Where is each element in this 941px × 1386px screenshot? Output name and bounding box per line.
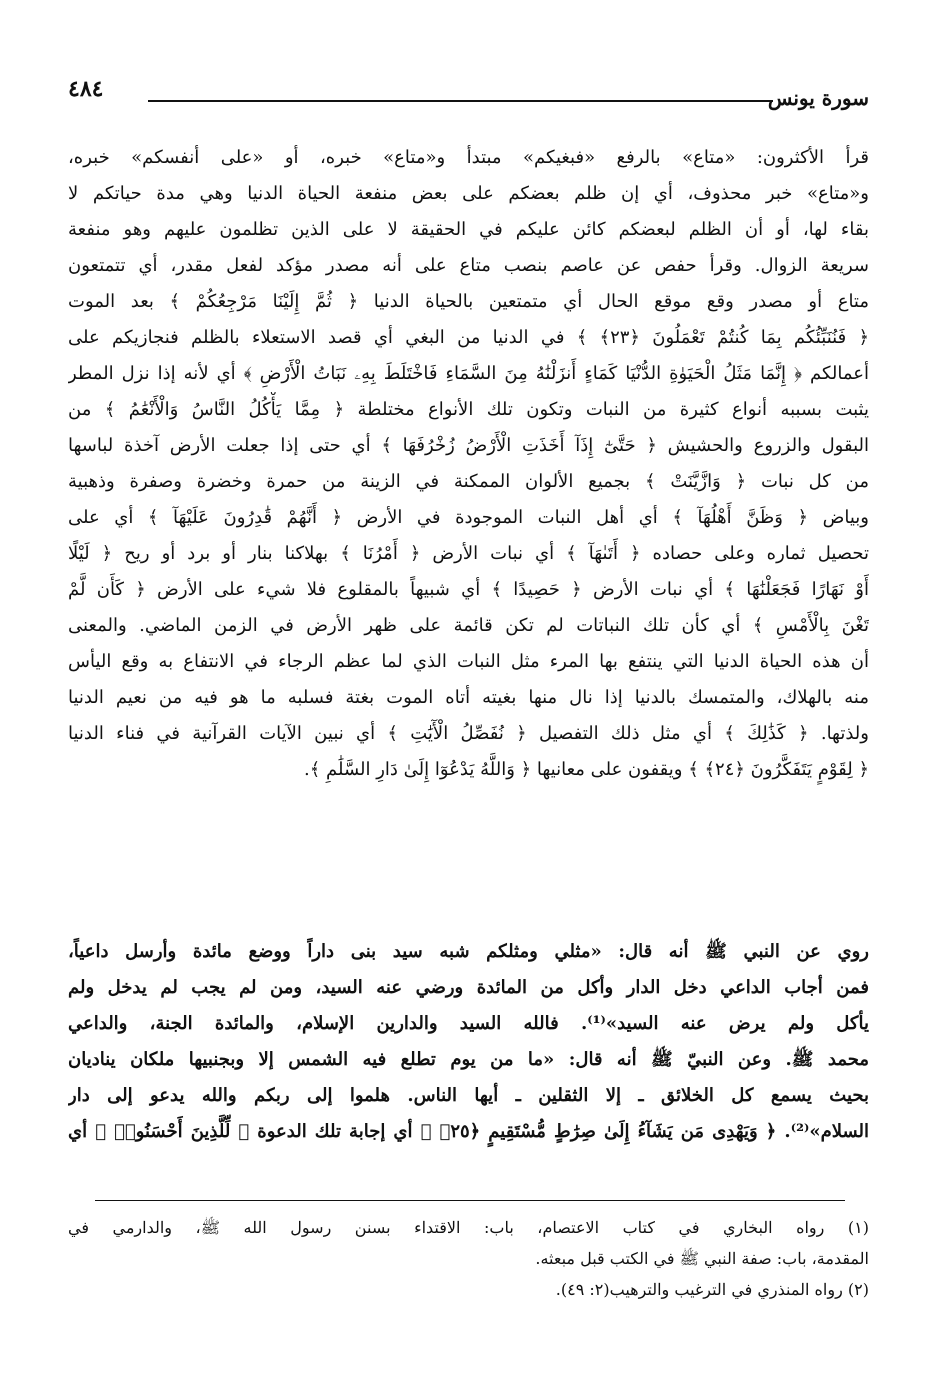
hadith-line: بحيث يسمع كل الخلائق ـ إلا الثقلين ـ أيها الناس. هلموا إلى ربكم والله يدعو إلى دار: [68, 1085, 869, 1106]
page-header: [68, 68, 869, 112]
hadith-section: [68, 934, 869, 1150]
commentary-line: بقاء لها، أو أن الظلم لبعضكم كائن عليكم في الحقيقة لا على الذين تظلمون عليهم وهو منفعة: [68, 219, 869, 240]
commentary-line: أعمالكم ﴿ إِنَّمَا مَثَلُ الْحَيَوٰةِ الدُّنْيَا كَمَاءٍ أَنزَلْنَٰهُ مِنَ السَّمَاءِ فَاخْتَلَطَ بِهِۦ نَبَاتُ الْأَرْضِ ﴾ أي لأنه إذا نزل المطر: [68, 363, 869, 384]
commentary-line: و«متاع» خبر محذوف، أي إن ظلم بعضكم على بعض منفعة الحياة الدنيا وهي مدة حياتكم لا: [68, 183, 869, 204]
hadith-line: يأكل ولم يرض عنه السيد»⁽¹⁾. فالله السيد والدارين الإسلام، والمائدة الجنة، والداعي: [68, 1013, 869, 1034]
footnote-line: (١) رواه البخاري في كتاب الاعتصام، باب: الاقتداء بسنن رسول الله ﷺ، والدارمي في: [68, 1218, 869, 1237]
commentary-line: ولذتها. ﴿ كَذَٰلِكَ ﴾ أي مثل ذلك التفصيل ﴿ نُفَصِّلُ الْأٓيَٰتِ ﴾ أي نبين الآيات القرآنية في فناء الدنيا: [68, 723, 869, 744]
commentary-line: سريعة الزوال. وقرأ حفص عن عاصم بنصب متاع على أنه مصدر مؤكد لفعل مقدر، أي تتمتعون: [68, 255, 869, 276]
commentary-line: ﴿ لِقَوْمٍ يَتَفَكَّرُونَ ﴿٢٤﴾ ﴾ ويقفون على معانيها ﴿ وَاللَّهُ يَدْعُوٓا إِلَىٰ دَارِ السَّلَٰمِ ﴾.: [304, 759, 869, 780]
footnote-line: المقدمة، باب: صفة النبي ﷺ في الكتب قبل مبعثه.: [535, 1249, 869, 1268]
commentary-line: البقول والزروع والحشيش ﴿ حَتَّىٰٓ إِذَآ أَخَذَتِ الْأَرْضُ زُخْرُفَهَا ﴾ أي حتى إذا جعلت الأرض آخذة لباسها: [68, 435, 869, 456]
commentary-line: متاع أو مصدر وقع موقع الحال أي متمتعين بالحياة الدنيا ﴿ ثُمَّ إِلَيْنَا مَرْجِعُكُمْ ﴾ بعد الموت: [68, 291, 869, 312]
commentary-line: منه بالهلاك، والمتمسك بالدنيا إذا نال منها بغيته أتاه الموت بغتة فسلبه ما هو فيه من نعيم الدنيا: [68, 687, 869, 708]
commentary-line: أَوْ نَهَارًا فَجَعَلْنَٰهَا ﴾ أي نبات الأرض ﴿ حَصِيدًا ﴾ أي شبيهاً بالمقلوع فلا شيء على الأرض ﴿ كَأَن لَّمْ: [68, 579, 869, 600]
commentary-line: أن هذه الحياة الدنيا التي ينتفع بها المرء مثل النبات الذي لما عظم الرجاء في الانتفاع به وقع اليأس: [68, 651, 869, 672]
hadith-line: روي عن النبي ﷺ أنه قال: «مثلي ومثلكم شبه سيد بنى داراً ووضع مائدة وأرسل داعياً،: [68, 941, 869, 962]
footnote-line: (٢) رواه المنذري في الترغيب والترهيب(٢: ٤٩).: [555, 1280, 869, 1299]
commentary-line: يثبت بسببه أنواع كثيرة من النبات وتكون تلك الأنواع مختلطة ﴿ مِمَّا يَأْكُلُ النَّاسُ وَالْأَنْعَٰمُ ﴾ من: [68, 399, 869, 420]
hadith-line: محمد ﷺ. وعن النبيّ ﷺ أنه قال: «ما من يوم تطلع فيه الشمس إلا وبجنبيها ملكان يناديان: [68, 1049, 869, 1070]
hadith-line: فمن أجاب الداعي دخل الدار وأكل من المائدة ورضي عنه السيد، ومن لم يجب لم يدخل ولم: [68, 977, 869, 998]
commentary-line: تحصيل ثماره وعلى حصاده ﴿ أَتَىٰهَآ ﴾ أي نبات الأرض ﴿ أَمْرُنَا ﴾ بهلاكنا بنار أو برد أو ريح ﴿ لَيْلًا: [68, 543, 869, 564]
header-rule: [148, 100, 773, 102]
commentary-line: ﴿ فَنُنَبِّئُكُم بِمَا كُنتُمْ تَعْمَلُونَ ﴿٢٣﴾ ﴾ في الدنيا من البغي أي قصد الاستعلاء بالظلم فنجازيكم على: [68, 327, 869, 348]
commentary-line: من كل نبات ﴿ وَازَّيَّنَتْ ﴾ بجميع الألوان الممكنة في الزينة من حمرة وخضرة وصفرة وذهبية: [68, 471, 869, 492]
page-number: ٤٨٤: [68, 76, 104, 102]
footnote-separator: [95, 1200, 845, 1201]
commentary-line: قرأ الأكثرون: «متاع» بالرفع «فبغيكم» مبتدأ و«متاع» خبره، أو «على أنفسكم» خبره،: [68, 147, 869, 168]
surah-title: سورة يونس: [767, 86, 869, 110]
hadith-line: السلام»⁽²⁾. ﴿ وَيَهْدِى مَن يَشَآءُ إِلَىٰ صِرَٰطٍ مُّسْتَقِيمٍ ﴿٢٥﴾ ﴾ أي إجابة تلك الدعوة ﴿ لِّلَّذِينَ أَحْسَنُوا۟ ﴾ أي: [68, 1121, 869, 1142]
footnotes: [68, 1212, 869, 1305]
commentary-line: تَغْنَ بِالْأَمْسِ ﴾ أي كأن تلك النباتات لم تكن قائمة على ظهر الأرض في الزمن الماضي. والمعنى: [68, 615, 869, 636]
commentary-line: وبياض ﴿ وَظَنَّ أَهْلُهَآ ﴾ أي أهل النبات الموجودة في الأرض ﴿ أَنَّهُمْ قَٰدِرُونَ عَلَيْهَآ ﴾ أي على: [68, 507, 869, 528]
commentary-body: [68, 140, 869, 788]
